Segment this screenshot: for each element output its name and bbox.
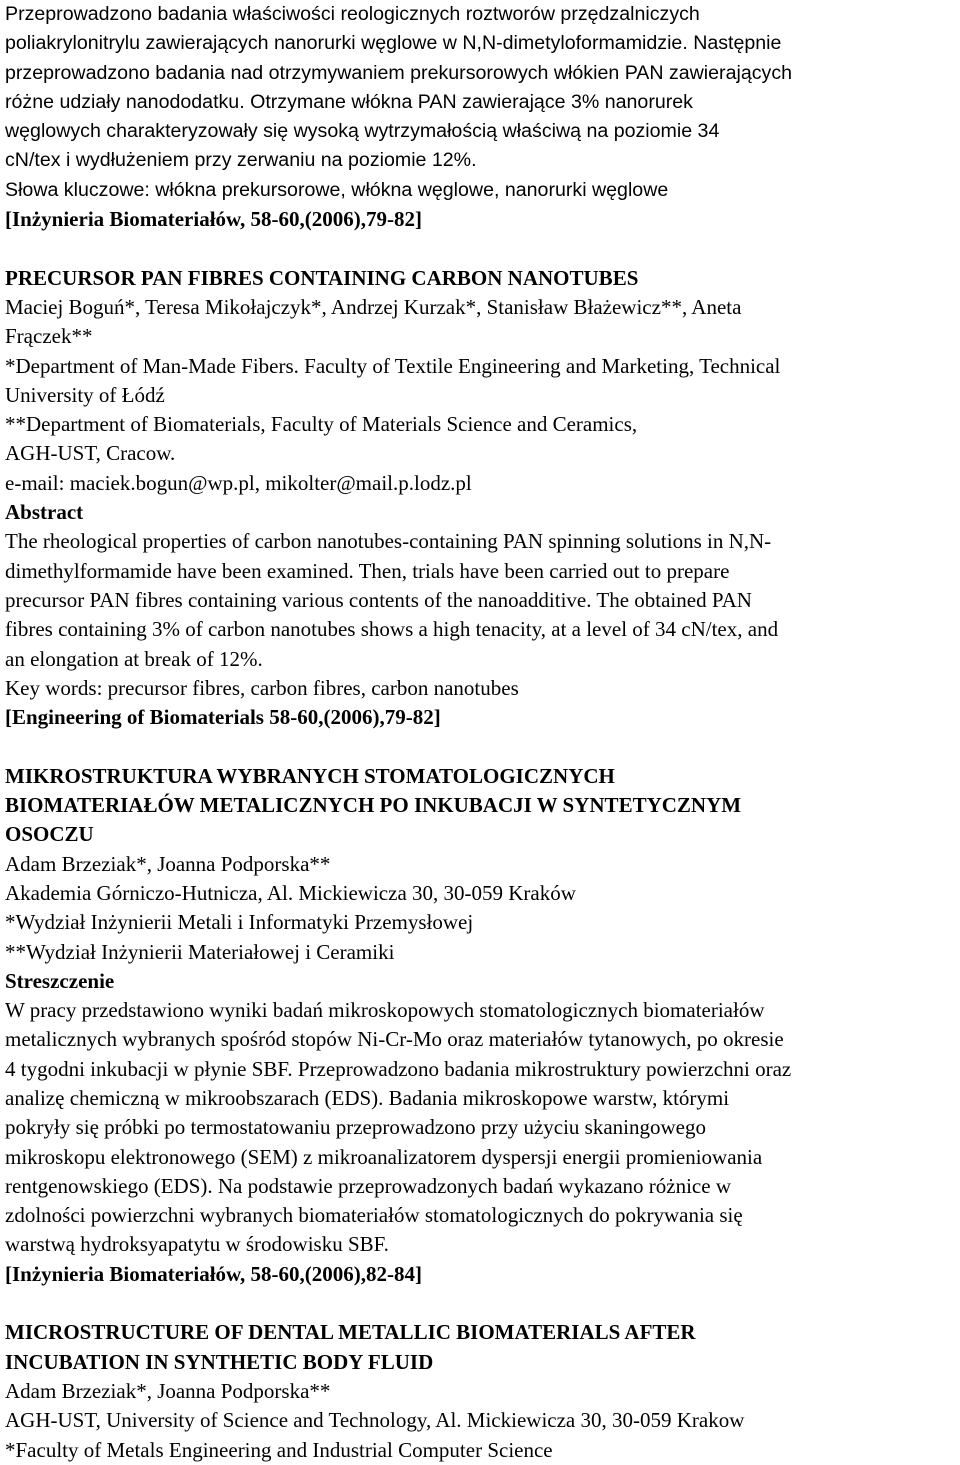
authors-line: Adam Brzeziak*, Joanna Podporska** <box>5 1378 331 1403</box>
affiliation-line: Akademia Górniczo-Hutnicza, Al. Mickiewicza 30, 30-059 Kraków <box>5 880 576 905</box>
text-line: przeprowadzono badania nad otrzymywaniem prekursorowych włókien PAN zawierających <box>5 61 793 84</box>
abstract-line: W pracy przedstawiono wyniki badań mikroskopowych stomatologicznych biomateriałów <box>5 998 765 1023</box>
article-title: MIKROSTRUKTURA WYBRANYCH STOMATOLOGICZNYCH <box>5 763 615 788</box>
affiliation-line: *Department of Man-Made Fibers. Faculty of Textile Engineering and Marketing, Technical <box>5 353 781 378</box>
authors-line: Maciej Boguń*, Teresa Mikołajczyk*, Andrzej Kurzak*, Stanisław Błażewicz**, Aneta <box>5 294 742 319</box>
text-line: poliakrylonitrylu zawierających nanorurki węglowe w N,N-dimetyloformamidzie. Następnie <box>5 32 782 55</box>
abstract-line: zdolności powierzchni wybranych biomateriałów stomatologicznych do pokrywania się <box>5 1203 743 1228</box>
abstract-line: dimethylformamide have been examined. Then, trials have been carried out to prepare <box>5 558 730 583</box>
text-line: cN/tex i wydłużeniem przy zerwaniu na poziomie 12%. <box>5 149 477 172</box>
abstract-line: precursor PAN fibres containing various contents of the nanoadditive. The obtained PAN <box>5 587 752 612</box>
affiliation-line: AGH-UST, Cracow. <box>5 441 176 466</box>
article-title: BIOMATERIAŁÓW METALICZNYCH PO INKUBACJI W SYNTETYCZNYM <box>5 793 742 818</box>
affiliation-line: AGH-UST, University of Science and Technology, Al. Mickiewicza 30, 30-059 Krakow <box>5 1408 745 1433</box>
polish-abstract-text <box>5 0 956 176</box>
abstract-line: fibres containing 3% of carbon nanotubes shows a high tenacity, at a level of 34 cN/tex, and <box>5 617 779 642</box>
citation: [Engineering of Biomaterials 58-60,(2006),79-82] <box>5 705 441 730</box>
affiliation-line: **Wydział Inżynierii Materiałowej i Ceramiki <box>5 939 395 964</box>
abstract-line: pokryły się próbki po termostatowaniu przeprowadzono przy użyciu skaningowego <box>5 1115 706 1140</box>
email-line: e-mail: maciek.bogun@wp.pl, mikolter@mail.p.lodz.pl <box>5 470 472 495</box>
citation: [Inżynieria Biomateriałów, 58-60,(2006),79-82] <box>5 207 423 232</box>
affiliation-line: University of Łódź <box>5 382 165 407</box>
authors-line: Adam Brzeziak*, Joanna Podporska** <box>5 851 331 876</box>
article-title: OSOCZU <box>5 822 94 847</box>
affiliation-line: **Department of Biomaterials, Faculty of Materials Science and Ceramics, <box>5 412 638 437</box>
abstract-line: analizę chemiczną w mikroobszarach (EDS). Badania mikroskopowe warstw, którymi <box>5 1085 730 1110</box>
text-line: Przeprowadzono badania właściwości reologicznych roztworów przędzalniczych <box>5 3 700 25</box>
abstract-line: an elongation at break of 12%. <box>5 646 263 671</box>
abstract-line: rentgenowskiego (EDS). Na podstawie przeprowadzonych badań wykazano różnice w <box>5 1173 731 1198</box>
affiliation-line: *Wydział Inżynierii Metali i Informatyki Przemysłowej <box>5 910 474 935</box>
spacer <box>5 732 956 761</box>
abstract-heading: Streszczenie <box>5 968 115 993</box>
article-title: PRECURSOR PAN FIBRES CONTAINING CARBON NANOTUBES <box>5 265 639 290</box>
affiliation-line: *Faculty of Metals Engineering and Industrial Computer Science <box>5 1437 553 1462</box>
text-line: węglowych charakteryzowały się wysoką wytrzymałością właściwą na poziomie 34 <box>5 120 720 143</box>
keywords-line: Key words: precursor fibres, carbon fibres, carbon nanotubes <box>5 675 519 700</box>
abstract-line: The rheological properties of carbon nanotubes-containing PAN spinning solutions in N,N- <box>5 529 772 554</box>
text-line: różne udziały nanododatku. Otrzymane włókna PAN zawierające 3% nanorurek <box>5 90 693 113</box>
abstract-line: metalicznych wybranych spośród stopów Ni-Cr-Mo oraz materiałów tytanowych, po okresie <box>5 1027 784 1052</box>
authors-line: Frączek** <box>5 324 93 349</box>
abstract-heading: Abstract <box>5 500 84 525</box>
abstract-line: mikroskopu elektronowego (SEM) z mikroanalizatorem dyspersji energii promieniowania <box>5 1144 763 1169</box>
article-title: MICROSTRUCTURE OF DENTAL METALLIC BIOMATERIALS AFTER <box>5 1320 696 1345</box>
citation: [Inżynieria Biomateriałów, 58-60,(2006),82-84] <box>5 1261 423 1286</box>
spacer <box>5 1289 956 1318</box>
article-title: INCUBATION IN SYNTHETIC BODY FLUID <box>5 1349 434 1374</box>
keywords-line: Słowa kluczowe: włókna prekursorowe, włókna węglowe, nanorurki węglowe <box>5 178 669 201</box>
abstract-line: 4 tygodni inkubacji w płynie SBF. Przeprowadzono badania mikrostruktury powierzchni oraz <box>5 1056 792 1081</box>
abstract-line: warstwą hydroksyapatytu w środowisku SBF. <box>5 1232 389 1257</box>
spacer <box>5 234 956 263</box>
